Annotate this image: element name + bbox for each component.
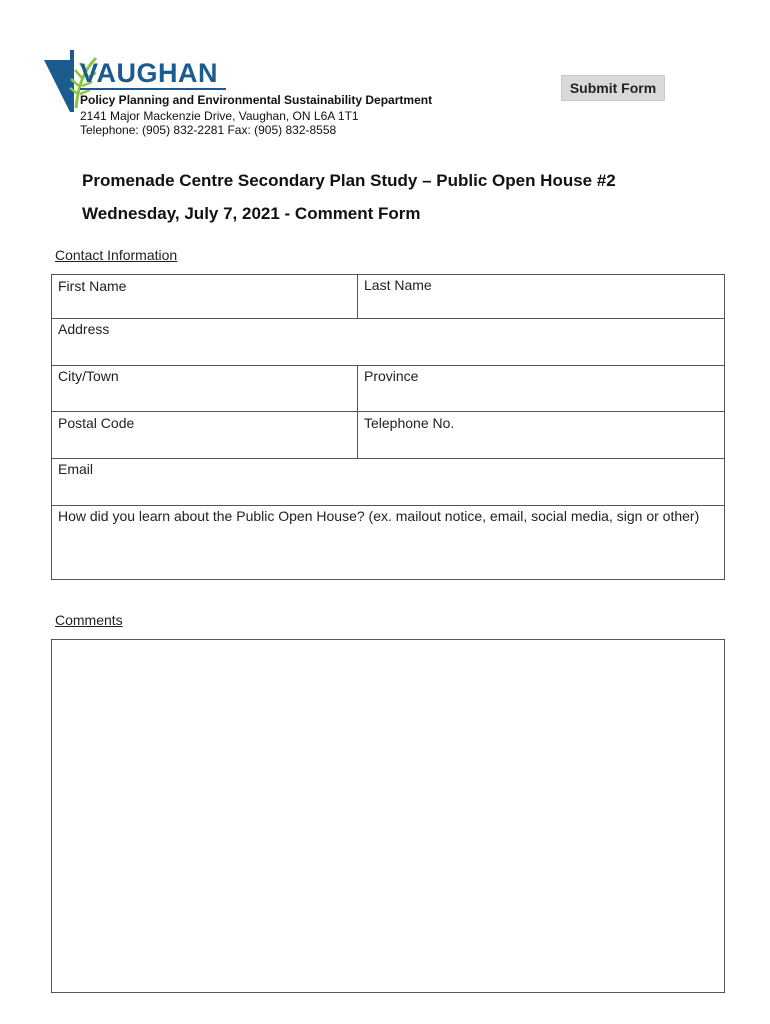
comments-heading: Comments [55, 612, 123, 628]
province-label: Province [364, 368, 419, 384]
logo-underline [80, 88, 226, 90]
submit-form-button[interactable]: Submit Form [561, 75, 665, 101]
email-field[interactable] [52, 459, 724, 505]
contact-information-table [51, 274, 725, 580]
first-name-label: First Name [58, 278, 127, 294]
contact-information-heading: Contact Information [55, 247, 178, 263]
telephone-label: Telephone No. [364, 415, 455, 431]
email-cell [52, 459, 724, 506]
city-town-cell [52, 366, 358, 412]
address-cell [52, 319, 724, 366]
comments-textarea[interactable] [51, 639, 725, 993]
department-name: Policy Planning and Environmental Sustainability Department [80, 93, 433, 107]
province-cell [358, 366, 724, 412]
how-learned-label: How did you learn about the Public Open House? (ex. mailout notice, email, social media, sign or other) [58, 508, 700, 524]
email-label: Email [58, 461, 94, 477]
how-learned-cell [52, 506, 724, 579]
form-title: Promenade Centre Secondary Plan Study – Public Open House #2 [82, 171, 616, 190]
form-subtitle: Wednesday, July 7, 2021 - Comment Form [82, 204, 421, 223]
first-name-cell [52, 275, 358, 319]
department-phone: Telephone: (905) 832-2281 Fax: (905) 832-8558 [80, 123, 337, 137]
last-name-cell [358, 275, 724, 319]
postal-code-label: Postal Code [58, 415, 135, 431]
last-name-label: Last Name [364, 277, 432, 293]
address-label: Address [58, 321, 110, 337]
department-address: 2141 Major Mackenzie Drive, Vaughan, ON L6A 1T1 [80, 109, 359, 123]
address-field[interactable] [52, 319, 724, 365]
city-town-label: City/Town [58, 368, 119, 384]
postal-code-cell [52, 412, 358, 459]
telephone-cell [358, 412, 724, 459]
logo-wordmark: VAUGHAN [80, 58, 218, 88]
